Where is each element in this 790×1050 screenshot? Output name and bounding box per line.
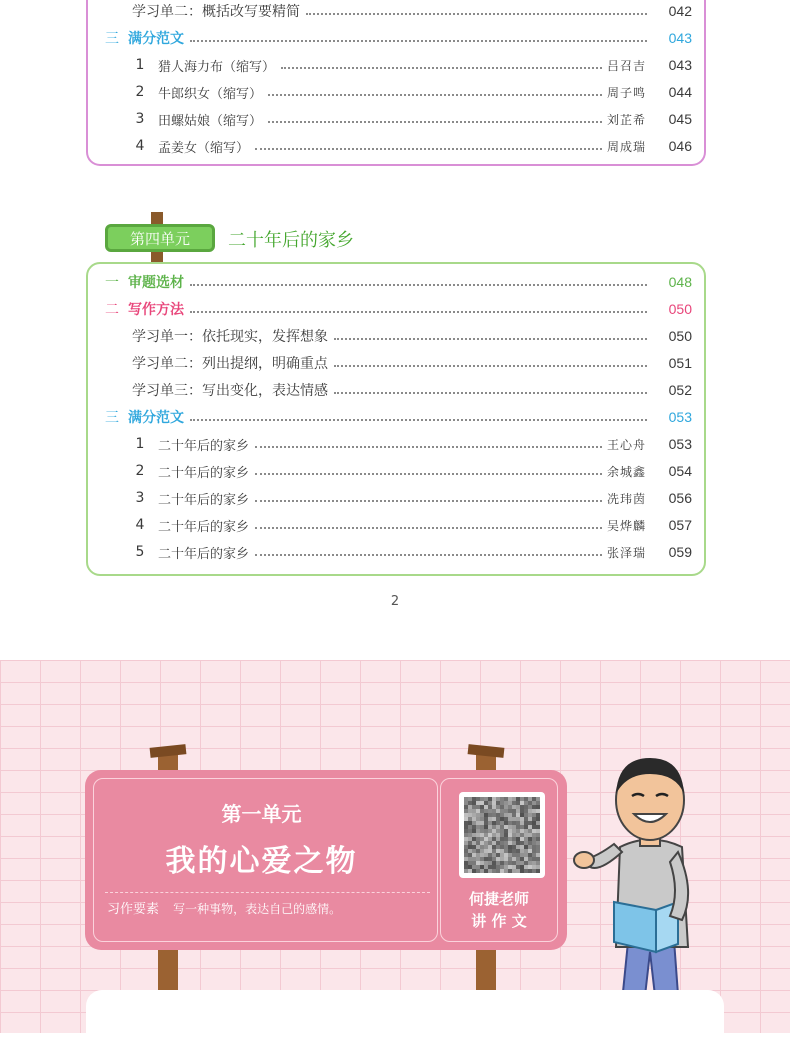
toc-essay-number: 4 <box>135 517 145 533</box>
toc-essay-author: 吴烨麟 <box>606 518 646 533</box>
requirement-text: 写一种事物，表达自己的感情。 <box>173 902 342 916</box>
unit4-title: 二十年后的家乡 <box>228 230 354 251</box>
toc-entry[interactable] <box>88 350 704 376</box>
toc-section-number: 一 <box>105 275 119 291</box>
toc-essay-title: 田螺姑娘（缩写） <box>158 113 263 129</box>
toc-essay-number: 5 <box>135 544 145 560</box>
toc-box-unit3 <box>86 0 706 166</box>
toc-essay-title: 二十年后的家乡 <box>158 546 250 562</box>
unit4-badge-label: 第四单元 <box>129 229 190 248</box>
toc-subentry-label: 学习单二：概括改写要精简 <box>132 4 300 20</box>
toc-essay-author: 张泽瑞 <box>606 545 646 560</box>
toc-page-number: 043 <box>668 57 692 73</box>
toc-essay-number: 2 <box>135 84 145 100</box>
toc-leader <box>334 338 647 340</box>
toc-entry[interactable] <box>88 431 704 457</box>
toc-page-number: 056 <box>668 490 692 506</box>
toc-page-number: 044 <box>668 84 692 100</box>
toc-page-number: 048 <box>668 274 692 290</box>
toc-leader <box>190 419 647 421</box>
toc-leader <box>190 311 647 313</box>
sign-title: 我的心爱之物 <box>165 844 358 879</box>
toc-leader <box>190 284 647 286</box>
toc-essay-title: 二十年后的家乡 <box>158 438 250 454</box>
unit4-badge <box>105 224 215 252</box>
toc-essay-author: 冼玮茵 <box>606 491 646 506</box>
toc-section-label: 写作方法 <box>128 302 184 318</box>
toc-essay-title: 二十年后的家乡 <box>158 465 250 481</box>
toc-section-number: 三 <box>105 31 119 47</box>
sign-unit-label: 第一单元 <box>221 802 302 826</box>
toc-essay-author: 刘芷希 <box>606 112 646 127</box>
toc-entry[interactable] <box>88 0 704 24</box>
sign-divider <box>105 892 430 893</box>
toc-entry[interactable] <box>88 323 704 349</box>
toc-page-number: 042 <box>668 3 692 19</box>
unit-sign-board <box>85 770 567 950</box>
qr-code[interactable] <box>459 792 545 878</box>
toc-essay-title: 牛郎织女（缩写） <box>158 86 263 102</box>
toc-essay-author: 王心舟 <box>606 437 646 452</box>
toc-entry[interactable] <box>88 296 704 322</box>
toc-page-number: 052 <box>668 382 692 398</box>
requirement-label: 习作要素 <box>107 902 160 917</box>
toc-entry[interactable] <box>88 458 704 484</box>
toc-leader <box>255 446 602 448</box>
sign-requirement <box>107 898 341 917</box>
page-number: 2 <box>390 594 400 609</box>
toc-essay-author: 周子鸣 <box>606 85 646 100</box>
toc-page-number: 045 <box>668 111 692 127</box>
qr-code-icon <box>464 797 540 873</box>
toc-leader <box>255 527 602 529</box>
toc-page-number: 051 <box>668 355 692 371</box>
toc-section-number: 三 <box>105 410 119 426</box>
toc-entry[interactable] <box>88 269 704 295</box>
toc-entry[interactable] <box>88 512 704 538</box>
toc-essay-number: 1 <box>135 436 145 452</box>
qr-caption-line1: 何捷老师 <box>468 890 529 908</box>
toc-leader <box>255 148 602 150</box>
toc-page-number: 059 <box>668 544 692 560</box>
toc-leader <box>268 94 602 96</box>
toc-essay-title: 二十年后的家乡 <box>158 492 250 508</box>
toc-entry[interactable] <box>88 106 704 132</box>
toc-page-number: 043 <box>668 30 692 46</box>
toc-entry[interactable] <box>88 404 704 430</box>
toc-section-label: 满分范文 <box>128 31 184 47</box>
toc-entry[interactable] <box>88 25 704 51</box>
toc-page-number: 050 <box>668 301 692 317</box>
toc-page-number: 054 <box>668 463 692 479</box>
toc-entry[interactable] <box>88 79 704 105</box>
toc-essay-author: 余城鑫 <box>606 464 646 479</box>
toc-section-number: 二 <box>105 302 119 318</box>
toc-section-label: 审题选材 <box>128 275 184 291</box>
qr-caption-line2: 讲 作 文 <box>471 912 527 930</box>
toc-leader <box>281 67 602 69</box>
toc-essay-title: 猎人海力布（缩写） <box>158 59 276 75</box>
toc-leader <box>190 40 647 42</box>
toc-leader <box>268 121 602 123</box>
toc-entry[interactable] <box>88 133 704 159</box>
toc-page-number: 050 <box>668 328 692 344</box>
toc-leader <box>334 392 647 394</box>
content-card-top <box>86 990 724 1050</box>
toc-section-label: 满分范文 <box>128 410 184 426</box>
toc-leader <box>334 365 647 367</box>
toc-essay-number: 2 <box>135 463 145 479</box>
toc-page-number: 057 <box>668 517 692 533</box>
toc-subentry-label: 学习单二：列出提纲，明确重点 <box>132 356 328 372</box>
toc-essay-title: 孟姜女（缩写） <box>158 140 250 156</box>
toc-essay-number: 4 <box>135 138 145 154</box>
toc-leader <box>306 13 647 15</box>
toc-essay-number: 3 <box>135 111 145 127</box>
toc-entry[interactable] <box>88 485 704 511</box>
toc-leader <box>255 500 602 502</box>
toc-essay-title: 二十年后的家乡 <box>158 519 250 535</box>
toc-leader <box>255 554 602 556</box>
toc-page-number: 053 <box>668 436 692 452</box>
toc-essay-author: 吕召吉 <box>606 58 646 73</box>
toc-entry[interactable] <box>88 52 704 78</box>
toc-page-number: 053 <box>668 409 692 425</box>
toc-leader <box>255 473 602 475</box>
toc-page-number: 046 <box>668 138 692 154</box>
toc-entry[interactable] <box>88 539 704 565</box>
toc-box-unit4 <box>86 262 706 576</box>
toc-essay-author: 周成瑞 <box>606 139 646 154</box>
toc-subentry-label: 学习单三：写出变化，表达情感 <box>132 383 328 399</box>
toc-essay-number: 3 <box>135 490 145 506</box>
toc-entry[interactable] <box>88 377 704 403</box>
toc-essay-number: 1 <box>135 57 145 73</box>
toc-subentry-label: 学习单一：依托现实，发挥想象 <box>132 329 328 345</box>
